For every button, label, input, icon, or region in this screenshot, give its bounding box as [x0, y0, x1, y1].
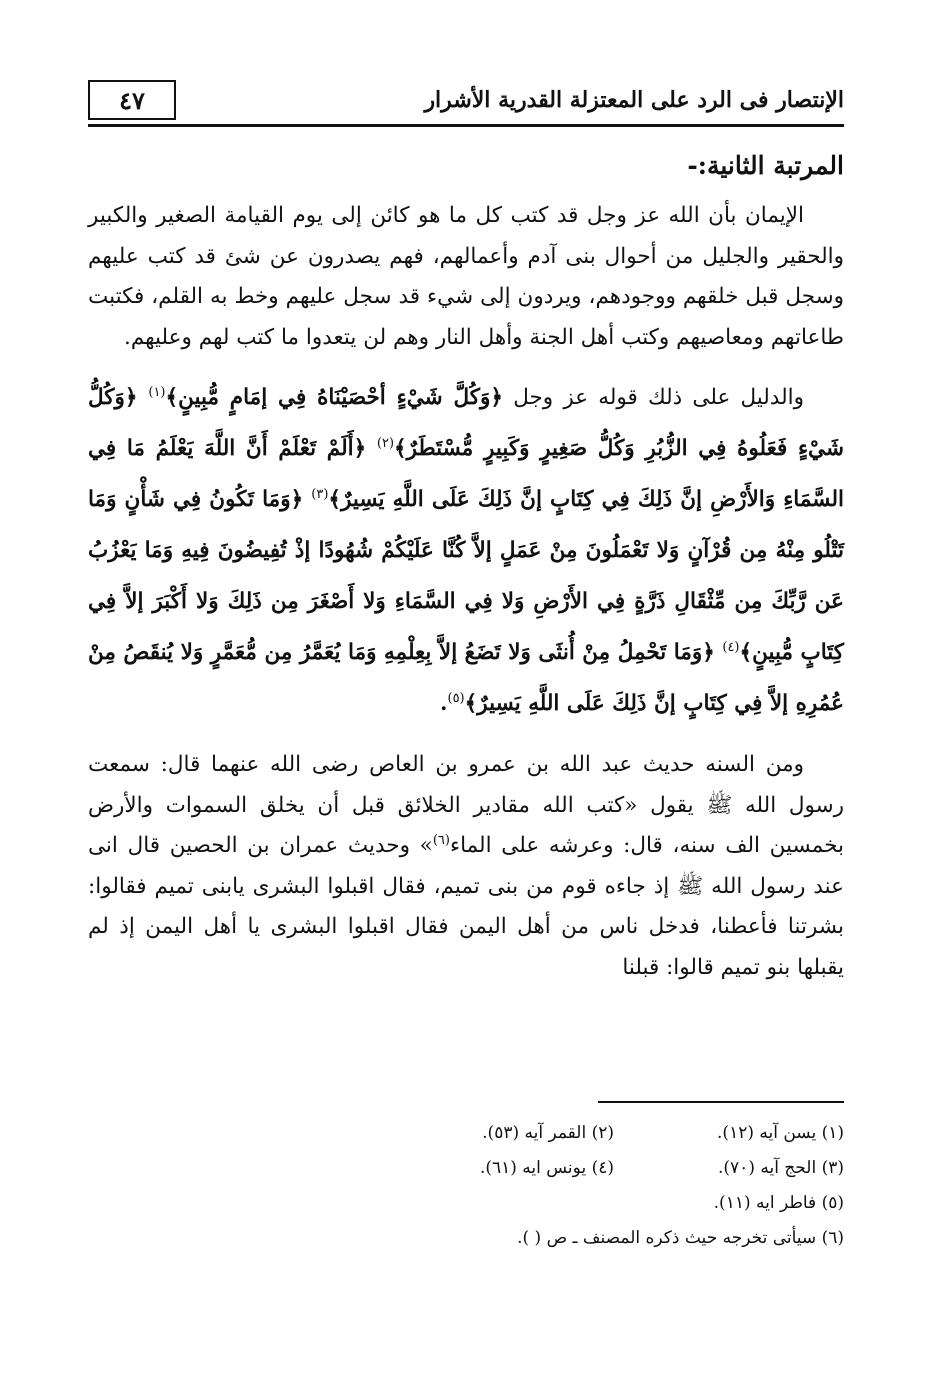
footnote-6: (٦) سيأتى تخرجه حيث ذكره المصنف ـ ص ( ). — [517, 1228, 844, 1248]
hadith-abdullah: ومن السنه حديث عبد الله بن عمرو بن العاص رضى الله عنهما قال: سمعت رسول الله ﷺ يقول «كتب الله مقادير الخلائق قبل أن يخلق السموات والأرض بخمسين الف سنه، قال: وعرشه على الماء — [88, 752, 844, 858]
footnote-ref-5[interactable]: (٥) — [447, 690, 465, 706]
quran-evidence-paragraph — [88, 372, 844, 729]
verse-yunus: ﴿وَمَا تَكُونُ فِي شَأْنٍ وَمَا تَتْلُو مِنْهُ مِن قُرْآنٍ وَلا تَعْمَلُونَ مِنْ عَمَلٍ إلاَّ كُنَّا عَلَيْكُمْ شُهُودًا إذْ تُفِيضُونَ فِيهِ وَمَا يَعْزُبُ عَن رَّبِّكَ مِن مِّثْقَالِ ذَرَّةٍ فِي الأَرْضِ وَلا فِي السَّمَاءِ وَلا أَصْغَرَ مِن ذَلِكَ وَلا أَكْبَرَ إلاَّ فِي كِتَابٍ مُّبِينٍ﴾ — [88, 487, 844, 665]
footnote-row — [88, 1116, 844, 1151]
footnote-5: (٥) فاطر ايه (١١). — [713, 1193, 844, 1213]
verse-yasin: ﴿وَكُلَّ شَيْءٍ أحْصَيْنَاهُ فِي إمَامٍ مُّبِينٍ﴾ — [165, 385, 504, 410]
footnotes — [88, 1116, 844, 1256]
paragraph-iman: الإيمان بأن الله عز وجل قد كتب كل ما هو كائن إلى يوم القيامة الصغير والكبير والحقير والجليل من أحوال بنى آدم وأعمالهم، فهم يصدرون عن شئ قد كتب عليهم وسجل قبل خلقهم ووجودهم، ويردون إلى شيء قد سجل عليهم وخط به القلم، فكتبت طاعاتهم ومعاصيهم وكتب أهل الجنة وأهل النار وهم لن يتعدوا ما كتب لهم وعليهم. — [88, 203, 844, 350]
footnote-4: (٤) يونس ايه (٦١). — [479, 1158, 614, 1178]
section-heading: المرتبة الثانية:- — [687, 151, 844, 180]
page-number: ٤٧ — [88, 80, 176, 120]
hadith-imran: » وحديث عمران بن الحصين قال انى عند رسول الله ﷺ إذ جاءه قوم من بنى تميم، فقال اقبلوا البشرى يابنى تميم فقالوا: بشرتنا فأعطنا، فدخل ناس من أهل اليمن فقال اقبلوا البشرى يا أهل اليمن إذ لم يقبلها بنو تميم قالوا: قبلنا — [88, 833, 844, 980]
footnote-ref-2[interactable]: (٢) — [376, 435, 395, 451]
footnote-2: (٢) القمر آيه (٥٣). — [482, 1123, 614, 1143]
footnote-ref-4[interactable]: (٤) — [722, 639, 740, 655]
footnote-ref-3[interactable]: (٣) — [311, 486, 329, 502]
footnote-ref-6[interactable]: (٦) — [432, 832, 450, 848]
verse-hajj: ﴿أَلَمْ تَعْلَمْ أَنَّ اللَّهَ يَعْلَمُ مَا فِي السَّمَاءِ وَالأَرْضِ إنَّ ذَلِكَ فِي كِتَابٍ إنَّ ذَلِكَ عَلَى اللَّهِ يَسِيرٌ﴾ — [88, 436, 844, 512]
footnote-3: (٣) الحج آيه (٧٠). — [718, 1158, 844, 1178]
running-header: الإنتصار فى الرد على المعتزلة القدرية الأشرار — [424, 87, 844, 113]
footnote-row — [88, 1151, 844, 1186]
main-text — [88, 146, 844, 1002]
paragraph-sunnah — [88, 745, 844, 988]
verses-end: . — [439, 691, 448, 716]
footnote-ref-1[interactable]: (١) — [148, 384, 166, 400]
header-rule — [88, 124, 844, 127]
verse-qamar: ﴿وَكُلُّ شَيْءٍ فَعَلُوهُ فِي الزُّبُرِ وَكُلُّ صَغِيرٍ وَكَبِيرٍ مُّسْتَطَرٌ﴾ — [88, 385, 844, 461]
evidence-intro: والدليل على ذلك قوله عز وجل — [503, 385, 804, 410]
footnote-rule — [598, 1101, 844, 1103]
verse-fatir: ﴿وَمَا تَحْمِلُ مِنْ أُنثَى وَلا تَضَعُ إلاَّ بِعِلْمِهِ وَمَا يُعَمَّرُ مِن مُّعَمَّرٍ وَلا يُنقَصُ مِنْ عُمُرِهِ إلاَّ فِي كِتَابٍ إنَّ ذَلِكَ عَلَى اللَّهِ يَسِيرٌ﴾ — [88, 640, 844, 716]
footnote-1: (١) يسن آيه (١٢). — [717, 1123, 844, 1143]
